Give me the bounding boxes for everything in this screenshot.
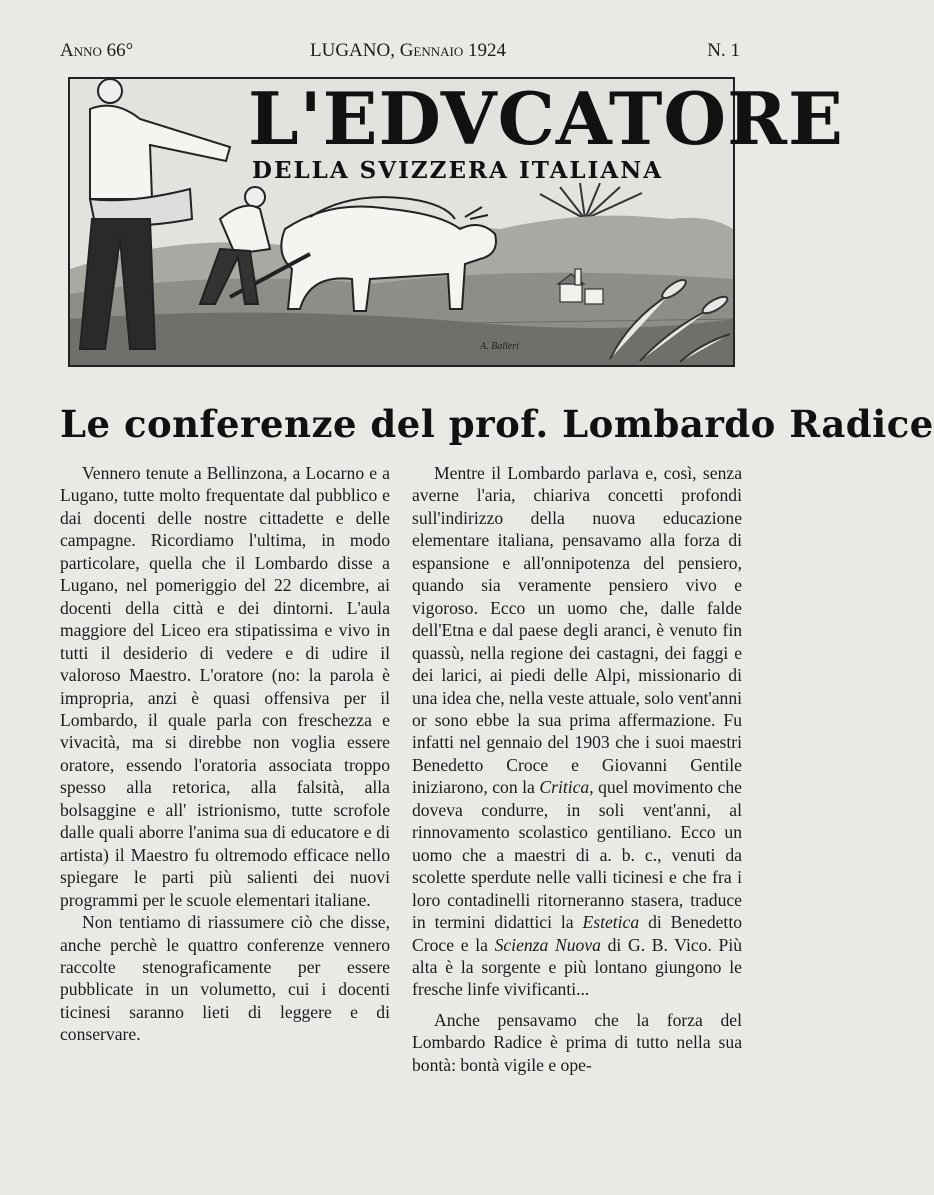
paragraph: Non tentiamo di riassumere ciò che disse, anche perchè le quattro conferenze vennero raccolte stenograficamente per essere pubblicate in un volumetto, cui i docenti ticinesi saranno lieti di leggere e di conservare.	[60, 912, 390, 1045]
issue-number: N. 1	[707, 40, 740, 61]
right-column	[412, 462, 742, 1076]
work-title: Scienza Nuova	[494, 934, 601, 955]
volume-year: Anno 66°	[60, 40, 134, 61]
article-title: Le conferenze del prof. Lombardo Radice	[60, 402, 934, 446]
masthead-subtitle: DELLA SVIZZERA ITALIANA	[252, 157, 664, 184]
running-header	[60, 40, 740, 70]
journal-title: Critica	[539, 777, 590, 798]
paragraph: Mentre il Lombardo parlava e, così, senza averne l'aria, chiariva concetti profondi sull'indirizzo della nuova educazione elementare italiana, pensavamo alla forza di espansione e all'onnipotenza del pensiero, quando sia veramente pensiero vivo e vigoroso. Ecco un uomo che, dalle falde dell'Etna e dal paese degli aranci, è venuto fin quassù, nella regione dei castagni, dei faggi e dei larici, ai piedi delle Alpi, missionario di una idea che, nella veste attuale, solo vent'anni or sono ebbe la sua prima affermazione. Fu infatti nel gennaio del 1903 che i suoi maestri Benedetto Croce e Giovanni Gentile iniziarono, con la Critica, quel movimento che doveva condurre, in soli vent'anni, al rinnovamento scolastico gentiliano. Ecco un uomo che a maestri di a. b. c., venuti da scolette sperdute nelle valli ticinesi e che fra i loro contadinelli ritorneranno stasera, traduce in termini didattici la Estetica di Benedetto Croce e la Scienza Nuova di G. B. Vico. Più alta è la sorgente e più lontano giungono le fresche linfe vivificanti...	[412, 463, 743, 1000]
work-title: Estetica	[582, 912, 640, 933]
paragraph: Anche pensavamo che la forza del Lombardo Radice è prima di tutto nella sua bontà: bontà vigile e ope-	[412, 1009, 742, 1075]
masthead-title: L'EDVCATORE	[248, 76, 844, 161]
artist-signature: A. Balleri	[480, 341, 519, 352]
masthead-illustration	[68, 76, 844, 367]
paragraph: Vennero tenute a Bellinzona, a Locarno e a Lugano, tutte molto frequentate dal pubblico e dai docenti delle nostre cittadette e delle campagne. Ricordiamo l'ultima, in modo particolare, quella che il Lombardo disse a Lugano, nel pomeriggio del 22 dicembre, ai docenti della città e dei dintorni. L'aula maggiore del Liceo era stipatissima e vivo in tutti il desiderio di vedere e di udire il valoroso Maestro. L'oratore (no: la parola è impropria, anzi è quasi offensiva per il Lombardo, il quale parla con freschezza e vivacità, ma si direbbe non voglia essere oratore, essendo l'oratoria associata troppo spesso alla retorica, alla falsità, alla bolsaggine e all' istrionismo, tutte scrofole dalle quali aborre l'anima sua di educatore e di artista) il Maestro fu oltremodo efficace nello spiegare le parti più salienti dei nuovi programmi per le scuole elementari italiane.	[60, 463, 390, 910]
place-date: LUGANO, Gennaio 1924	[310, 40, 507, 61]
left-column	[60, 462, 390, 1046]
